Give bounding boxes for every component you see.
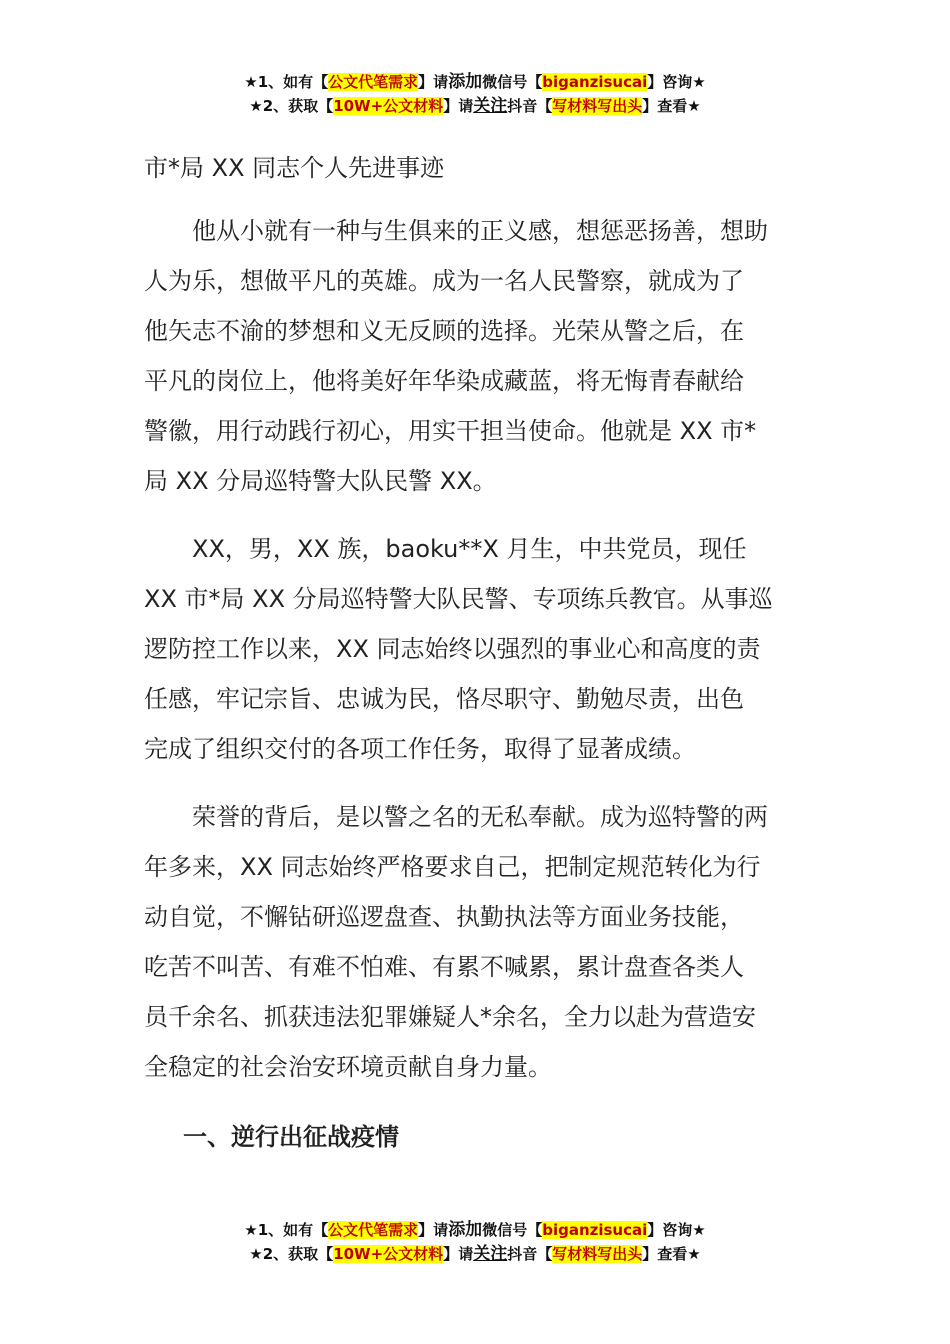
paragraph-line: 年多来，XX 同志始终严格要求自己，把制定规范转化为行	[144, 853, 761, 881]
banner-text: 】请	[418, 1221, 449, 1239]
banner-text: ★1、如有【	[244, 73, 329, 91]
paragraph-2	[144, 524, 806, 774]
banner-line-1	[0, 1218, 950, 1242]
banner-text: 】请	[443, 97, 474, 115]
banner-text: 微信号【	[482, 1221, 543, 1239]
paragraph-line: 人为乐，想做平凡的英雄。成为一名人民警察，就成为了	[144, 267, 744, 295]
banner-highlight: 10W+公文材料	[333, 1245, 444, 1263]
banner-highlight: 10W+公文材料	[333, 97, 444, 115]
banner-wechat-id: biganzisucai	[542, 73, 648, 91]
banner-highlight: 公文代笔需求	[328, 1221, 419, 1239]
paragraph-line: 平凡的岗位上，他将美好年华染成藏蓝，将无悔青春献给	[144, 367, 744, 395]
paragraph-line: 员千余名、抓获违法犯罪嫌疑人*余名，全力以赴为营造安	[144, 1003, 756, 1031]
paragraph-line: 全稳定的社会治安环境贡献自身力量。	[144, 1053, 552, 1081]
paragraph-line: 逻防控工作以来，XX 同志始终以强烈的事业心和高度的责	[144, 635, 761, 663]
banner-text: 】请	[418, 73, 449, 91]
document-title: 市*局 XX 同志个人先进事迹	[144, 154, 445, 182]
paragraph-1	[144, 206, 806, 506]
banner-wechat-id: biganzisucai	[542, 1221, 648, 1239]
banner-douyin-id: 写材料写出头	[552, 1245, 643, 1263]
banner-line-2	[0, 1242, 950, 1266]
top-banner	[0, 70, 950, 118]
banner-text: 】查看★	[642, 97, 701, 115]
banner-emphasis: 关注	[473, 96, 508, 116]
paragraph-line: 吃苦不叫苦、有难不怕难、有累不喊累，累计盘查各类人	[144, 953, 744, 981]
banner-text: 微信号【	[482, 73, 543, 91]
paragraph-line: 完成了组织交付的各项工作任务，取得了显著成绩。	[144, 735, 696, 763]
banner-line-2	[0, 94, 950, 118]
banner-line-1	[0, 70, 950, 94]
banner-text: 抖音【	[507, 1245, 553, 1263]
banner-emphasis: 添加	[448, 72, 483, 92]
banner-text: ★2、获取【	[249, 97, 334, 115]
banner-text: 抖音【	[507, 97, 553, 115]
paragraph-line: 警徽，用行动践行初心，用实干担当使命。他就是 XX 市*	[144, 417, 757, 445]
paragraph-3	[144, 792, 806, 1092]
banner-text: ★2、获取【	[249, 1245, 334, 1263]
bottom-banner	[0, 1218, 950, 1266]
section-heading: 一、逆行出征战疫情	[183, 1123, 399, 1151]
paragraph-line: XX，男，XX 族，baoku**X 月生，中共党员，现任	[144, 535, 747, 563]
paragraph-line: 动自觉，不懈钻研巡逻盘查、执勤执法等方面业务技能，	[144, 903, 744, 931]
banner-text: 】查看★	[642, 1245, 701, 1263]
banner-emphasis: 关注	[473, 1244, 508, 1264]
paragraph-line: 他矢志不渝的梦想和义无反顾的选择。光荣从警之后，在	[144, 317, 744, 345]
banner-text: 】请	[443, 1245, 474, 1263]
banner-text: 】咨询★	[647, 73, 706, 91]
banner-text: 】咨询★	[647, 1221, 706, 1239]
paragraph-line: 荣誉的背后，是以警之名的无私奉献。成为巡特警的两	[144, 803, 768, 831]
paragraph-line: XX 市*局 XX 分局巡特警大队民警、专项练兵教官。从事巡	[144, 585, 773, 613]
banner-douyin-id: 写材料写出头	[552, 97, 643, 115]
banner-emphasis: 添加	[448, 1220, 483, 1240]
paragraph-line: 局 XX 分局巡特警大队民警 XX。	[144, 467, 497, 495]
paragraph-line: 他从小就有一种与生俱来的正义感，想惩恶扬善，想助	[144, 217, 768, 245]
banner-highlight: 公文代笔需求	[328, 73, 419, 91]
paragraph-line: 任感，牢记宗旨、忠诚为民，恪尽职守、勤勉尽责，出色	[144, 685, 744, 713]
banner-text: ★1、如有【	[244, 1221, 329, 1239]
